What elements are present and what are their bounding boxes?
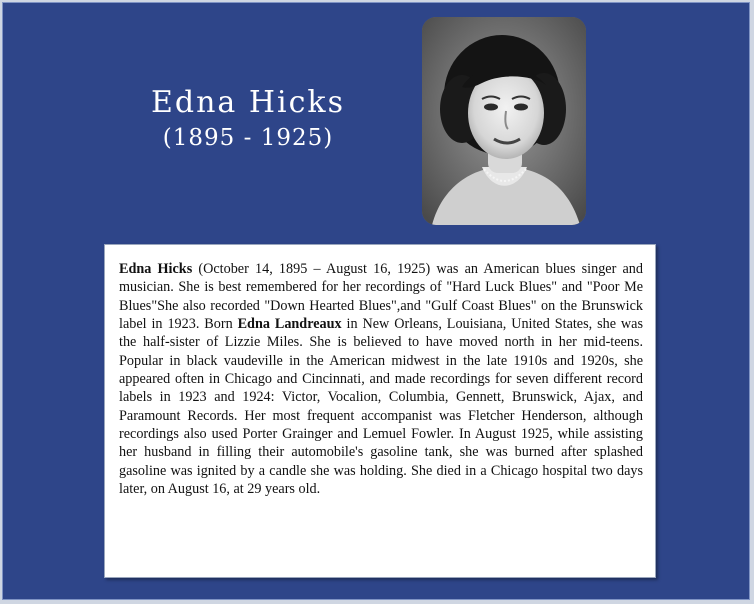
person-name: Edna Hicks [151, 85, 345, 120]
person-lifespan: (1895 - 1925) [162, 125, 334, 151]
bio-birth-name-bold: Edna Landreaux [237, 316, 342, 333]
biography-card [2, 2, 750, 600]
biography-paragraph [119, 260, 643, 498]
bio-text-part1: (October 14, 1895 – August 16, 1925) was an American blues singer and musician. She is best remembered for her recordings of "Hard Luck Blues" and "Poor Me Blues"She also recorded "Down Hearted Blues",and "Gulf Coast Blues" on the Brunswick label in 1923. Born [119, 261, 643, 333]
bio-name-bold: Edna Hicks [119, 261, 193, 277]
biography-text-box [104, 244, 656, 578]
portrait-photo-icon [422, 17, 586, 225]
portrait-photo [422, 17, 586, 225]
bio-text-part2: in New Orleans, Louisiana, United States, she was the half-sister of Lizzie Miles. She is believed to have moved north in her mid-teens. Popular in black vaudeville in the American midwest in the late 1910s and 1920s, she appeared often in Chicago and Cincinnati, and made recordings for seven different record labels in 1923 and 1924: Victor, Vocalion, Columbia, Gennett, Brunswick, Ajax, and Paramount Records. Her most frequent accompanist was Fletcher Henderson, although recordings also used Porter Grainger and Lemuel Fowler. In August 1925, while assisting her husband in filling their automobile's gasoline tank, she was burned after splashed gasoline was ignited by a candle she was holding. She died in a Chicago hospital two days later, on August 16, at 29 years old. [119, 316, 643, 498]
